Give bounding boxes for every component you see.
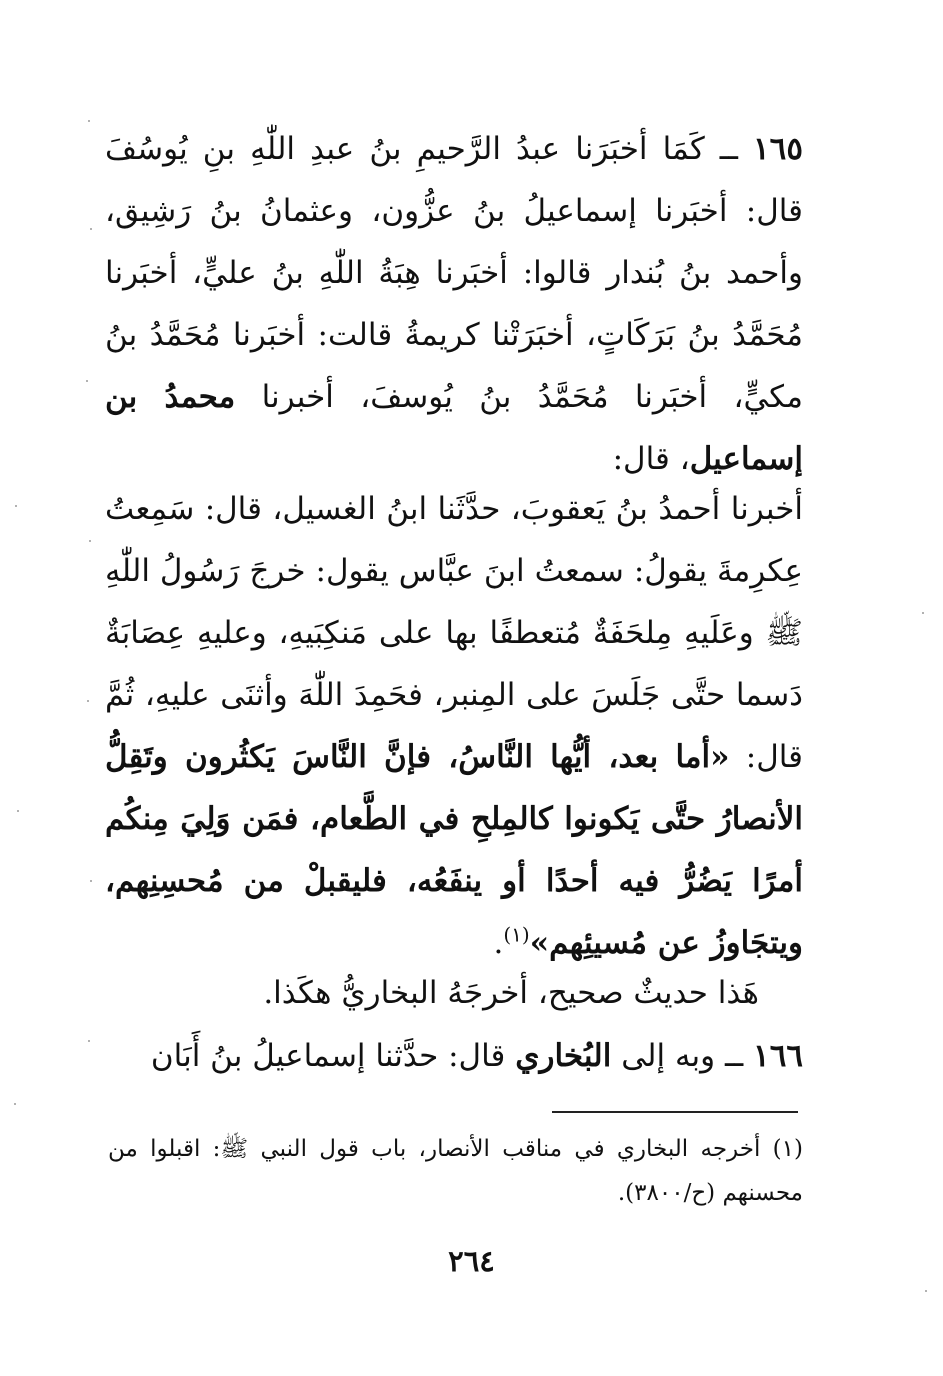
scan-speckle <box>925 1290 927 1292</box>
narration-line: رَسُولُ اللّٰهِ ﷺ وعَلَيهِ مِلحَفَةٌ مُتعطفًا بها على مَنكِبَيهِ، وعليهِ <box>105 553 803 651</box>
scan-speckle <box>922 612 924 614</box>
isnad-line: ــ كَمَا أخبَرَنا عبدُ الرَّحيمِ بنُ عبدِ اللّٰهِ بنِ <box>202 131 738 167</box>
footnote-text: أخرجه البخاري في مناقب الأنصار، باب قول النبي ﷺ: اقبلوا من محسنهم (ح/٣٨٠٠). <box>108 1136 803 1206</box>
scan-speckle <box>88 120 90 122</box>
narration-end: . <box>493 925 504 961</box>
scan-speckle <box>86 380 88 382</box>
bold-narrator-name: محمدُ بن إسماعيل <box>105 379 803 477</box>
footnote-separator <box>552 1111 798 1113</box>
scan-speckle <box>17 810 19 812</box>
narration-line: سَمِعتُ عِكرِمةَ يقولُ: سمعتُ ابنَ عبَّاس يقول: خرجَ <box>105 491 804 589</box>
scan-speckle <box>15 505 17 507</box>
narration-line: ثُمَّ قال: <box>105 677 803 775</box>
hadith-number: ١٦٥ <box>753 131 803 167</box>
narration-paragraph <box>105 478 803 974</box>
verdict-text: هَذا حديثٌ صحيح، أخرجَهُ البخاريُّ هكَذا. <box>263 975 759 1011</box>
isnad-text: ــ وبه إلى <box>621 1038 744 1074</box>
isnad-line: يُوسُفَ قال: أخبَرنا إسماعيلُ بنُ عزُّون، وعثمانُ بنُ <box>105 131 803 229</box>
footnote-marker: (١) <box>772 1136 803 1162</box>
footnote-reference: (١) <box>503 922 530 947</box>
scan-speckle <box>90 880 92 882</box>
isnad-text: قال: حدَّثنا إسماعيلُ بنُ أَبَان <box>150 1038 506 1074</box>
scan-speckle <box>90 228 92 230</box>
narration-line: عِصَابَةٌ دَسما حتَّى جَلَسَ على المِنبر، فحَمِدَ اللّٰهَ وأثنَى عليهِ، <box>105 615 803 713</box>
bold-narrator-name: البُخاري <box>515 1038 612 1074</box>
verdict-paragraph <box>105 962 803 1024</box>
scan-speckle <box>87 700 89 702</box>
hadith-number: ١٦٦ <box>753 1038 803 1074</box>
scan-speckle <box>89 540 91 542</box>
isnad-tail: ، قال: <box>612 441 690 477</box>
isnad-line: مُحَمَّدُ بنُ مكيٍّ، أخبَرنا مُحَمَّدُ بنُ يُوسفَ، أخبرنا <box>105 317 804 415</box>
prophetic-quote: «أما بعد، أيُّها النَّاسُ، فإنَّ النَّاسَ يَكثُرون وتَقِلُّ الأنصارُ حتَّى يَكونوا كالمِلحِ في الطَّعام، فمَن وَلِيَ مِنكُم أمرًا يَضُرُّ فيه أحدًا أو ينفَعُه، فليقبلْ من مُحسِنِهم، ويتجَاوزُ عن مُسيئِهم» <box>105 739 803 961</box>
scan-speckle <box>14 1103 16 1105</box>
footnote <box>108 1127 803 1215</box>
hadith-165-paragraph <box>105 118 803 490</box>
isnad-line: أخبَرنا مُحَمَّدُ بنُ بَرَكَاتٍ، أخبَرَتْنا كريمةُ قالت: أخبَرنا <box>105 255 803 353</box>
scan-speckle <box>88 1040 90 1042</box>
narration-line: أخبرنا أحمدُ بنُ يَعقوبَ، حدَّثَنا ابنُ الغسيل، قال: <box>204 491 804 527</box>
hadith-166-paragraph <box>105 1025 803 1087</box>
page-number: ٢٦٤ <box>448 1244 495 1278</box>
isnad-line: رَشِيق، وأحمد بنُ بُندار قالوا: أخبَرنا هِبَةُ اللّٰهِ بنُ عليٍّ، <box>105 193 803 291</box>
